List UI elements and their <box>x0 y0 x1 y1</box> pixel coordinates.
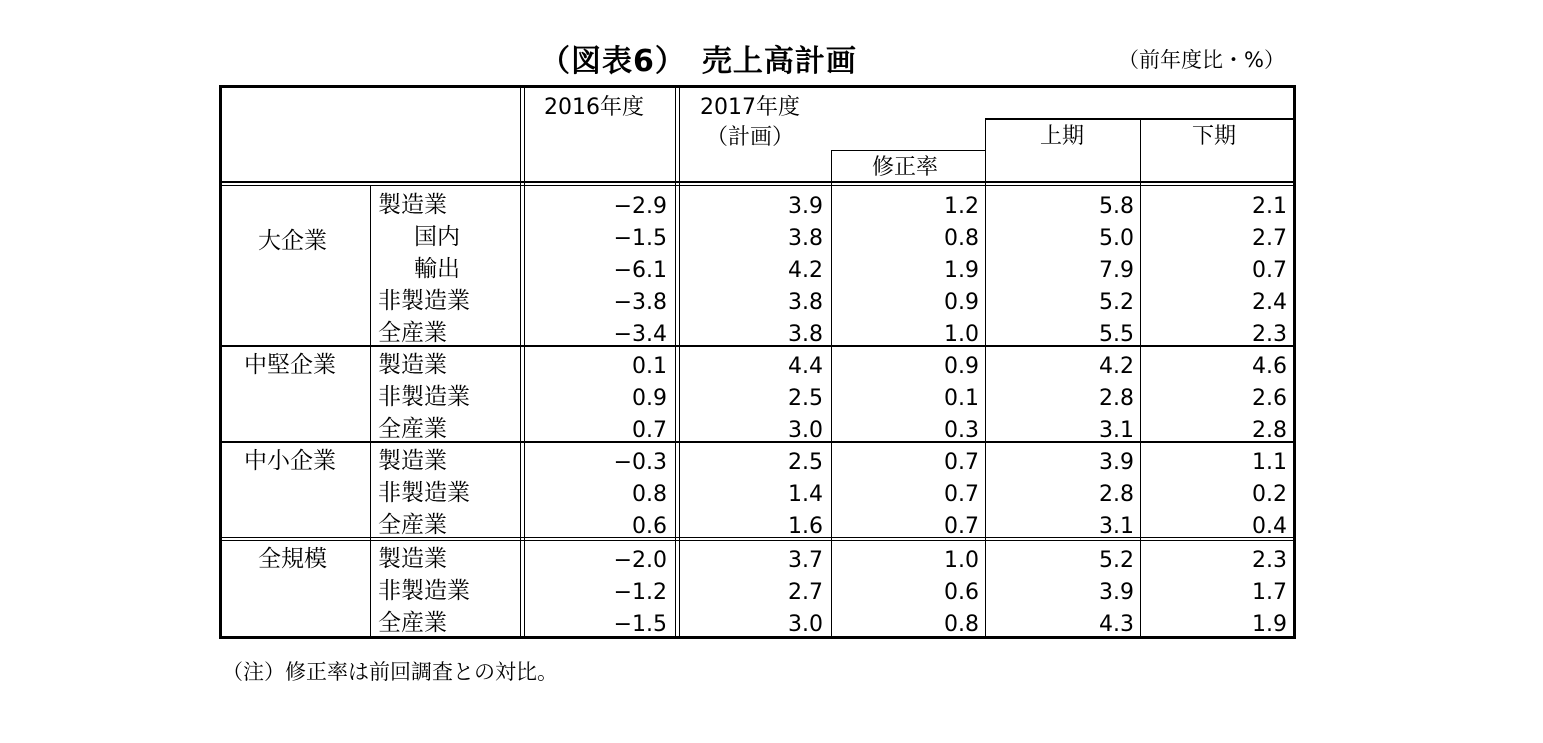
group-label: 大企業 <box>258 228 327 254</box>
cell-value: −3.8 <box>613 290 667 315</box>
cell-value: 2.6 <box>1252 386 1287 411</box>
cell-value: 1.1 <box>1252 450 1287 475</box>
cell-value: 2.1 <box>1252 194 1287 219</box>
unit-label: （前年度比・%） <box>1118 48 1285 72</box>
cell-value: 2.3 <box>1252 322 1287 347</box>
cell-value: 3.9 <box>788 194 823 219</box>
cell-value: 5.2 <box>1099 548 1134 573</box>
cell-value: −0.3 <box>613 450 667 475</box>
row-label: 製造業 <box>378 448 447 474</box>
cell-value: 0.7 <box>944 450 979 475</box>
table-row <box>222 414 1293 446</box>
table-row <box>222 544 1293 576</box>
footnote: （注）修正率は前回調査との対比。 <box>222 660 558 684</box>
table-row <box>222 222 1293 254</box>
cell-value: 0.2 <box>1252 482 1287 507</box>
cell-value: 3.1 <box>1099 418 1134 443</box>
header-rule <box>222 181 1293 183</box>
cell-value: −1.5 <box>613 612 667 637</box>
cell-value: −3.4 <box>613 322 667 347</box>
cell-value: 0.7 <box>944 514 979 539</box>
header-2016: 2016年度 <box>544 95 644 120</box>
row-label: 非製造業 <box>378 288 470 314</box>
table-row <box>222 478 1293 510</box>
cell-value: 0.9 <box>632 386 667 411</box>
cell-value: 4.2 <box>1099 354 1134 379</box>
cell-value: 2.8 <box>1252 418 1287 443</box>
table-row <box>222 608 1293 640</box>
row-label: 製造業 <box>378 352 447 378</box>
table-row <box>222 190 1293 222</box>
table-row <box>222 318 1293 350</box>
cell-value: 4.3 <box>1099 612 1134 637</box>
cell-value: 4.4 <box>788 354 823 379</box>
cell-value: 1.9 <box>1252 612 1287 637</box>
cell-value: −1.5 <box>613 226 667 251</box>
cell-value: 2.5 <box>788 450 823 475</box>
cell-value: 0.7 <box>632 418 667 443</box>
cell-value: 2.7 <box>1252 226 1287 251</box>
cell-value: 5.8 <box>1099 194 1134 219</box>
row-label: 全産業 <box>378 512 447 538</box>
cell-value: 5.5 <box>1099 322 1134 347</box>
cell-value: 0.3 <box>944 418 979 443</box>
row-label: 全産業 <box>378 320 447 346</box>
group-label: 中堅企業 <box>244 352 336 378</box>
header-first-half: 上期 <box>1040 124 1085 149</box>
page-title: （図表6） 売上高計画 <box>540 44 857 79</box>
cell-value: 0.1 <box>632 354 667 379</box>
header-rule-inner <box>222 185 1293 186</box>
row-label: 製造業 <box>378 546 447 572</box>
table-row <box>222 382 1293 414</box>
table-row <box>222 286 1293 318</box>
cell-value: 2.4 <box>1252 290 1287 315</box>
cell-value: 0.4 <box>1252 514 1287 539</box>
header-revision: 修正率 <box>872 155 939 180</box>
cell-value: 3.8 <box>788 226 823 251</box>
cell-value: −6.1 <box>613 258 667 283</box>
row-label: 国内 <box>414 224 460 250</box>
cell-value: 1.6 <box>788 514 823 539</box>
row-label: 非製造業 <box>378 578 470 604</box>
table-row <box>222 446 1293 478</box>
cell-value: 0.8 <box>632 482 667 507</box>
cell-value: 5.2 <box>1099 290 1134 315</box>
header-rule-revision <box>831 150 985 151</box>
cell-value: 1.7 <box>1252 580 1287 605</box>
cell-value: 1.9 <box>944 258 979 283</box>
cell-value: 0.1 <box>944 386 979 411</box>
cell-value: 2.3 <box>1252 548 1287 573</box>
cell-value: 1.4 <box>788 482 823 507</box>
cell-value: 0.7 <box>944 482 979 507</box>
cell-value: 7.9 <box>1099 258 1134 283</box>
cell-value: 0.8 <box>944 612 979 637</box>
cell-value: 1.0 <box>944 548 979 573</box>
table-row <box>222 350 1293 382</box>
cell-value: 3.0 <box>788 418 823 443</box>
table-row <box>222 576 1293 608</box>
cell-value: 0.8 <box>944 226 979 251</box>
row-label: 非製造業 <box>378 384 470 410</box>
cell-value: 3.9 <box>1099 580 1134 605</box>
row-label: 全産業 <box>378 416 447 442</box>
cell-value: 0.9 <box>944 290 979 315</box>
cell-value: 1.2 <box>944 194 979 219</box>
group-label: 全規模 <box>258 546 327 572</box>
header-plan: （計画） <box>706 125 795 150</box>
cell-value: 0.9 <box>944 354 979 379</box>
cell-value: −2.9 <box>613 194 667 219</box>
cell-value: −1.2 <box>613 580 667 605</box>
cell-value: 3.7 <box>788 548 823 573</box>
cell-value: 0.7 <box>1252 258 1287 283</box>
cell-value: 4.6 <box>1252 354 1287 379</box>
cell-value: 3.1 <box>1099 514 1134 539</box>
header-rule-halves <box>985 118 1293 120</box>
header-second-half: 下期 <box>1192 124 1237 149</box>
cell-value: 2.7 <box>788 580 823 605</box>
cell-value: 1.0 <box>944 322 979 347</box>
table-row <box>222 510 1293 542</box>
cell-value: 3.8 <box>788 290 823 315</box>
row-label: 製造業 <box>378 192 447 218</box>
header-2017: 2017年度 <box>700 95 800 120</box>
cell-value: 2.8 <box>1099 482 1134 507</box>
cell-value: −2.0 <box>613 548 667 573</box>
group-label: 中小企業 <box>244 448 336 474</box>
row-label: 輸出 <box>414 256 460 282</box>
cell-value: 0.6 <box>944 580 979 605</box>
row-label: 非製造業 <box>378 480 470 506</box>
cell-value: 3.9 <box>1099 450 1134 475</box>
cell-value: 2.8 <box>1099 386 1134 411</box>
cell-value: 0.6 <box>632 514 667 539</box>
cell-value: 3.8 <box>788 322 823 347</box>
cell-value: 4.2 <box>788 258 823 283</box>
cell-value: 3.0 <box>788 612 823 637</box>
cell-value: 2.5 <box>788 386 823 411</box>
table-row <box>222 254 1293 286</box>
cell-value: 5.0 <box>1099 226 1134 251</box>
row-label: 全産業 <box>378 610 447 636</box>
